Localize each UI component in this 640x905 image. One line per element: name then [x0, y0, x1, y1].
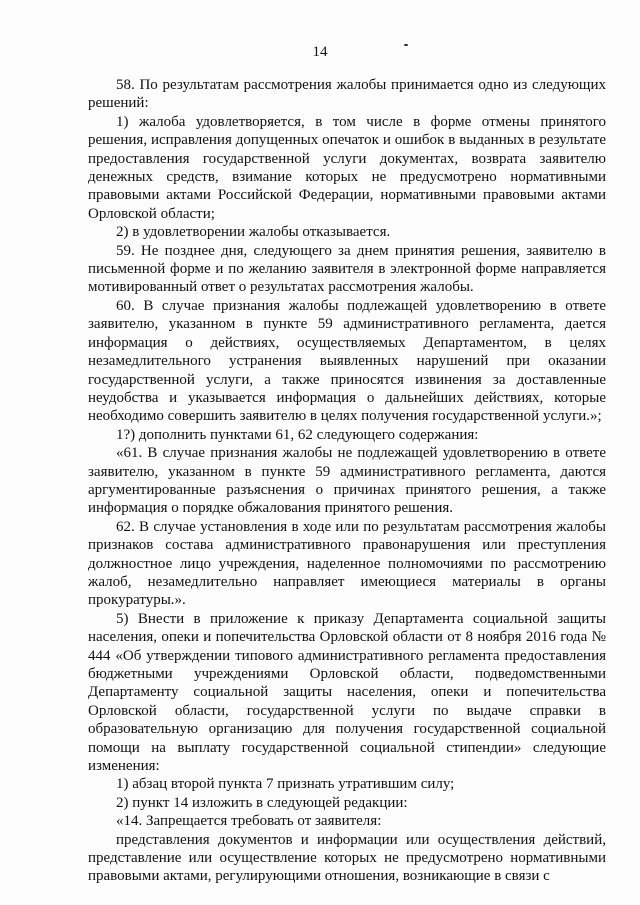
paragraph-61: «61. В случае признания жалобы не подлежащей удовлетворению в ответе заявителю, указанном в пункте 59 административного регламента, даются аргументированные разъяснения о причинах принятого решения, а также информация о порядке обжалования принятого решения. — [88, 445, 606, 517]
paragraph-60: 60. В случае признания жалобы подлежащей удовлетворению в ответе заявителю, указанном в пункте 59 административного регламента, дается информация о действиях, осуществляемых Департаментом, в целях незамедлительного устранения выявленных нарушений при оказании государственной услуги, а также приносятся извинения за доставленные неудобства и указывается информация о дальнейших действиях, которые необходимо совершить заявителю в целях получения государственной услуги.»; — [88, 297, 606, 425]
paragraph-59: 59. Не позднее дня, следующего за днем принятия решения, заявителю в письменной форме и по желанию заявителя в электронной форме направляется мотивированный ответ о результатах рассмотрения жалобы. — [88, 242, 606, 296]
amendment-5: 5) Внести в приложение к приказу Департамента социальной защиты населения, опеки и попечительства Орловской области от 8 ноября 2016 года № 444 «Об утверждении типового административного регламента предоставления бюджетными учреждениями Орловской области, подведомственными Департаменту социальной защиты населения, опеки и попечительства Орловской области, государственной услуги по выдаче справки в образовательную организацию для получения государственной социальной помощи на выплату государственной социальной стипендии» следующие изменения: — [88, 610, 606, 775]
amendment-5-item-2: 2) пункт 14 изложить в следующей редакции: — [116, 794, 408, 811]
paragraph-58: 58. По результатам рассмотрения жалобы принимается одно из следующих решений: — [88, 77, 606, 112]
paragraph-58-item-1: 1) жалоба удовлетворяется, в том числе в форме отмены принятого решения, исправления допущенных опечаток и ошибок в выданных в результате предоставления государственной услуги документах, возврата заявителю денежных средств, взимание которых не предусмотрено нормативными правовыми актами Российской Федерации, нормативными правовыми актами Орловской области; — [88, 113, 606, 222]
paragraph-62: 62. В случае установления в ходе или по результатам рассмотрения жалобы признаков состава административного правонарушения или преступления должностное лицо учреждения, наделенное полномочиями по рассмотрению жалоб, незамедлительно направляет имеющиеся материалы в органы прокуратуры.». — [88, 518, 606, 609]
amendment-item: 1?) дополнить пунктами 61, 62 следующего содержания: — [116, 426, 479, 443]
paragraph-58-item-2: 2) в удовлетворении жалобы отказывается. — [116, 224, 391, 241]
document-body — [88, 76, 606, 886]
paragraph-14-text: представления документов и информации или осуществления действий, представление или осуществление которых не предусмотрено нормативными правовыми актами, регулирующими отношения, возникающие в связи с — [88, 831, 606, 885]
amendment-5-item-1: 1) абзац второй пункта 7 признать утратившим силу; — [116, 776, 455, 793]
paragraph-14: «14. Запрещается требовать от заявителя: — [116, 813, 382, 830]
page-number: 14 — [312, 44, 328, 60]
scan-speck — [404, 44, 408, 46]
